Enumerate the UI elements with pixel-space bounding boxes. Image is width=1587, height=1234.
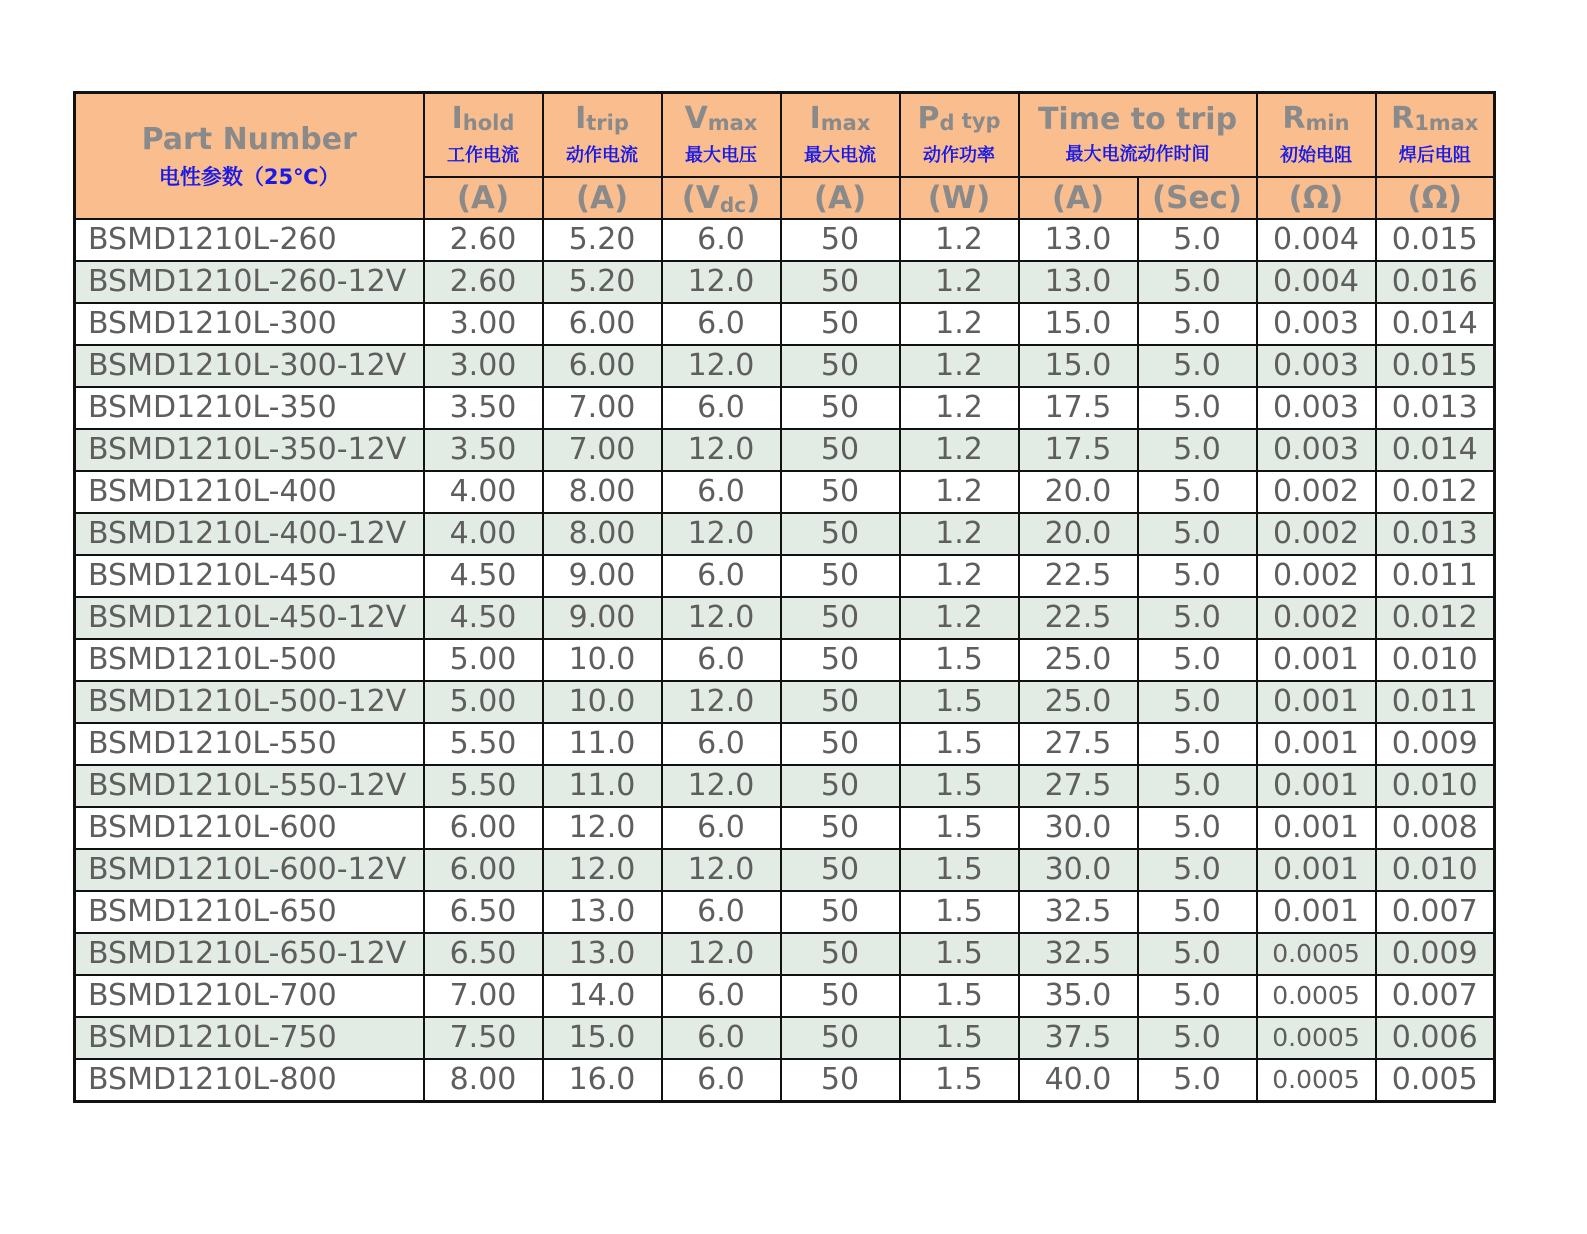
cell-part-number: BSMD1210L-550 bbox=[75, 723, 424, 765]
cell-part-number: BSMD1210L-350-12V bbox=[75, 429, 424, 471]
cell-rmin: 0.001 bbox=[1257, 891, 1376, 933]
cell-trip-time: 5.0 bbox=[1138, 1059, 1257, 1102]
cell-trip-time: 5.0 bbox=[1138, 303, 1257, 345]
cell-trip-time: 5.0 bbox=[1138, 219, 1257, 261]
cell-r1max: 0.015 bbox=[1376, 345, 1495, 387]
cell-ihold: 8.00 bbox=[424, 1059, 543, 1102]
cell-r1max: 0.007 bbox=[1376, 891, 1495, 933]
cell-trip-current: 17.5 bbox=[1019, 429, 1138, 471]
cell-trip-current: 13.0 bbox=[1019, 261, 1138, 303]
cell-vmax: 12.0 bbox=[662, 849, 781, 891]
table-body bbox=[75, 219, 1495, 1102]
cell-part-number: BSMD1210L-400 bbox=[75, 471, 424, 513]
cell-vmax: 6.0 bbox=[662, 891, 781, 933]
cell-trip-current: 20.0 bbox=[1019, 513, 1138, 555]
cell-rmin: 0.004 bbox=[1257, 261, 1376, 303]
cell-trip-current: 32.5 bbox=[1019, 933, 1138, 975]
table-row bbox=[75, 1059, 1495, 1102]
cell-vmax: 12.0 bbox=[662, 429, 781, 471]
cell-imax: 50 bbox=[781, 1059, 900, 1102]
table-row bbox=[75, 975, 1495, 1017]
cell-ihold: 5.50 bbox=[424, 765, 543, 807]
cell-part-number: BSMD1210L-650 bbox=[75, 891, 424, 933]
imax-subscript: max bbox=[820, 110, 871, 135]
vmax-cn-label: 最大电压 bbox=[685, 144, 757, 166]
table-row bbox=[75, 765, 1495, 807]
table-row bbox=[75, 723, 1495, 765]
cell-trip-time: 5.0 bbox=[1138, 891, 1257, 933]
cell-imax: 50 bbox=[781, 345, 900, 387]
pd-symbol: P bbox=[917, 100, 940, 136]
cell-part-number: BSMD1210L-500-12V bbox=[75, 681, 424, 723]
cell-pd: 1.5 bbox=[900, 1017, 1019, 1059]
cell-trip-time: 5.0 bbox=[1138, 387, 1257, 429]
cell-r1max: 0.013 bbox=[1376, 513, 1495, 555]
cell-itrip: 5.20 bbox=[543, 219, 662, 261]
cell-part-number: BSMD1210L-350 bbox=[75, 387, 424, 429]
table-row bbox=[75, 597, 1495, 639]
cell-vmax: 6.0 bbox=[662, 639, 781, 681]
cell-rmin: 0.0005 bbox=[1257, 933, 1376, 975]
cell-pd: 1.2 bbox=[900, 471, 1019, 513]
cell-r1max: 0.014 bbox=[1376, 303, 1495, 345]
cell-part-number: BSMD1210L-300-12V bbox=[75, 345, 424, 387]
cell-trip-current: 30.0 bbox=[1019, 849, 1138, 891]
cell-trip-time: 5.0 bbox=[1138, 681, 1257, 723]
cell-r1max: 0.016 bbox=[1376, 261, 1495, 303]
cell-vmax: 12.0 bbox=[662, 933, 781, 975]
cell-rmin: 0.0005 bbox=[1257, 1059, 1376, 1102]
cell-imax: 50 bbox=[781, 891, 900, 933]
cell-r1max: 0.010 bbox=[1376, 639, 1495, 681]
cell-imax: 50 bbox=[781, 807, 900, 849]
cell-itrip: 10.0 bbox=[543, 681, 662, 723]
cell-r1max: 0.010 bbox=[1376, 765, 1495, 807]
cell-ihold: 6.50 bbox=[424, 891, 543, 933]
vmax-symbol: V bbox=[684, 100, 708, 136]
cell-vmax: 12.0 bbox=[662, 345, 781, 387]
itrip-symbol: I bbox=[575, 100, 587, 136]
cell-part-number: BSMD1210L-260 bbox=[75, 219, 424, 261]
unit-time-current: (A) bbox=[1019, 177, 1138, 219]
table-row bbox=[75, 849, 1495, 891]
cell-imax: 50 bbox=[781, 429, 900, 471]
cell-r1max: 0.014 bbox=[1376, 429, 1495, 471]
cell-r1max: 0.015 bbox=[1376, 219, 1495, 261]
cell-pd: 1.2 bbox=[900, 261, 1019, 303]
cell-imax: 50 bbox=[781, 933, 900, 975]
cell-pd: 1.5 bbox=[900, 723, 1019, 765]
cell-ihold: 6.50 bbox=[424, 933, 543, 975]
cell-itrip: 12.0 bbox=[543, 807, 662, 849]
rmin-symbol: R bbox=[1282, 100, 1306, 136]
unit-time-seconds: (Sec) bbox=[1138, 177, 1257, 219]
cell-r1max: 0.012 bbox=[1376, 597, 1495, 639]
cell-ihold: 4.50 bbox=[424, 597, 543, 639]
ihold-cn-label: 工作电流 bbox=[447, 144, 519, 166]
cell-itrip: 11.0 bbox=[543, 765, 662, 807]
unit-vmax bbox=[662, 177, 781, 219]
itrip-subscript: trip bbox=[586, 110, 629, 135]
unit-imax: (A) bbox=[781, 177, 900, 219]
cell-trip-time: 5.0 bbox=[1138, 555, 1257, 597]
cell-part-number: BSMD1210L-450-12V bbox=[75, 597, 424, 639]
cell-rmin: 0.003 bbox=[1257, 303, 1376, 345]
cell-ihold: 3.00 bbox=[424, 303, 543, 345]
cell-pd: 1.2 bbox=[900, 597, 1019, 639]
cell-trip-time: 5.0 bbox=[1138, 639, 1257, 681]
table-row bbox=[75, 891, 1495, 933]
cell-part-number: BSMD1210L-450 bbox=[75, 555, 424, 597]
cell-imax: 50 bbox=[781, 471, 900, 513]
cell-trip-current: 25.0 bbox=[1019, 681, 1138, 723]
cell-pd: 1.2 bbox=[900, 513, 1019, 555]
cell-vmax: 12.0 bbox=[662, 765, 781, 807]
cell-part-number: BSMD1210L-300 bbox=[75, 303, 424, 345]
cell-trip-current: 37.5 bbox=[1019, 1017, 1138, 1059]
cell-itrip: 11.0 bbox=[543, 723, 662, 765]
cell-pd: 1.5 bbox=[900, 849, 1019, 891]
part-number-subtitle: 电性参数（25℃） bbox=[158, 164, 340, 189]
cell-itrip: 9.00 bbox=[543, 555, 662, 597]
cell-imax: 50 bbox=[781, 387, 900, 429]
cell-rmin: 0.0005 bbox=[1257, 975, 1376, 1017]
cell-trip-current: 17.5 bbox=[1019, 387, 1138, 429]
cell-ihold: 5.50 bbox=[424, 723, 543, 765]
header-imax bbox=[781, 93, 900, 177]
itrip-cn-label: 动作电流 bbox=[566, 144, 638, 166]
cell-trip-time: 5.0 bbox=[1138, 513, 1257, 555]
cell-vmax: 6.0 bbox=[662, 1017, 781, 1059]
cell-part-number: BSMD1210L-600-12V bbox=[75, 849, 424, 891]
cell-ihold: 3.50 bbox=[424, 387, 543, 429]
cell-itrip: 9.00 bbox=[543, 597, 662, 639]
cell-r1max: 0.006 bbox=[1376, 1017, 1495, 1059]
pd-subscript: d bbox=[939, 110, 955, 135]
rmin-subscript: min bbox=[1305, 110, 1350, 135]
header-r1max bbox=[1376, 93, 1495, 177]
cell-rmin: 0.003 bbox=[1257, 387, 1376, 429]
cell-imax: 50 bbox=[781, 1017, 900, 1059]
cell-imax: 50 bbox=[781, 765, 900, 807]
cell-itrip: 13.0 bbox=[543, 933, 662, 975]
cell-rmin: 0.001 bbox=[1257, 807, 1376, 849]
cell-ihold: 5.00 bbox=[424, 681, 543, 723]
unit-vmax-main: (V bbox=[681, 179, 720, 216]
time-to-trip-cn-label: 最大电流动作时间 bbox=[1065, 143, 1210, 165]
cell-vmax: 6.0 bbox=[662, 807, 781, 849]
cell-pd: 1.2 bbox=[900, 429, 1019, 471]
header-vmax bbox=[662, 93, 781, 177]
cell-part-number: BSMD1210L-750 bbox=[75, 1017, 424, 1059]
cell-r1max: 0.009 bbox=[1376, 933, 1495, 975]
cell-r1max: 0.011 bbox=[1376, 681, 1495, 723]
cell-part-number: BSMD1210L-650-12V bbox=[75, 933, 424, 975]
table-row bbox=[75, 219, 1495, 261]
cell-pd: 1.5 bbox=[900, 1059, 1019, 1102]
cell-pd: 1.5 bbox=[900, 975, 1019, 1017]
cell-trip-current: 22.5 bbox=[1019, 597, 1138, 639]
cell-r1max: 0.009 bbox=[1376, 723, 1495, 765]
cell-vmax: 12.0 bbox=[662, 513, 781, 555]
table-row bbox=[75, 261, 1495, 303]
cell-itrip: 6.00 bbox=[543, 303, 662, 345]
table-row bbox=[75, 1017, 1495, 1059]
cell-itrip: 8.00 bbox=[543, 513, 662, 555]
cell-r1max: 0.010 bbox=[1376, 849, 1495, 891]
unit-itrip: (A) bbox=[543, 177, 662, 219]
cell-imax: 50 bbox=[781, 975, 900, 1017]
cell-part-number: BSMD1210L-500 bbox=[75, 639, 424, 681]
cell-trip-time: 5.0 bbox=[1138, 723, 1257, 765]
cell-itrip: 8.00 bbox=[543, 471, 662, 513]
cell-ihold: 3.00 bbox=[424, 345, 543, 387]
cell-rmin: 0.002 bbox=[1257, 471, 1376, 513]
unit-ihold: (A) bbox=[424, 177, 543, 219]
cell-imax: 50 bbox=[781, 723, 900, 765]
cell-trip-current: 25.0 bbox=[1019, 639, 1138, 681]
header-pd bbox=[900, 93, 1019, 177]
part-number-title: Part Number bbox=[141, 121, 357, 157]
cell-itrip: 14.0 bbox=[543, 975, 662, 1017]
unit-vmax-end: ) bbox=[746, 179, 761, 216]
cell-rmin: 0.001 bbox=[1257, 639, 1376, 681]
cell-rmin: 0.0005 bbox=[1257, 1017, 1376, 1059]
cell-vmax: 6.0 bbox=[662, 387, 781, 429]
cell-r1max: 0.013 bbox=[1376, 387, 1495, 429]
cell-trip-time: 5.0 bbox=[1138, 849, 1257, 891]
header-part-number bbox=[75, 93, 424, 219]
cell-vmax: 6.0 bbox=[662, 723, 781, 765]
cell-trip-current: 15.0 bbox=[1019, 303, 1138, 345]
cell-itrip: 10.0 bbox=[543, 639, 662, 681]
pd-typ-label: typ bbox=[954, 108, 1001, 133]
cell-pd: 1.2 bbox=[900, 345, 1019, 387]
cell-pd: 1.2 bbox=[900, 303, 1019, 345]
table-row bbox=[75, 639, 1495, 681]
table-row bbox=[75, 555, 1495, 597]
table-row bbox=[75, 513, 1495, 555]
cell-ihold: 5.00 bbox=[424, 639, 543, 681]
table-header bbox=[75, 93, 1495, 219]
cell-ihold: 2.60 bbox=[424, 261, 543, 303]
imax-cn-label: 最大电流 bbox=[804, 144, 876, 166]
cell-vmax: 12.0 bbox=[662, 261, 781, 303]
spec-table bbox=[73, 91, 1496, 1103]
cell-ihold: 2.60 bbox=[424, 219, 543, 261]
table-row bbox=[75, 345, 1495, 387]
r1max-subscript: 1max bbox=[1414, 110, 1479, 135]
cell-imax: 50 bbox=[781, 597, 900, 639]
header-rmin bbox=[1257, 93, 1376, 177]
cell-vmax: 12.0 bbox=[662, 681, 781, 723]
unit-rmin: (Ω) bbox=[1257, 177, 1376, 219]
cell-imax: 50 bbox=[781, 681, 900, 723]
cell-trip-current: 32.5 bbox=[1019, 891, 1138, 933]
cell-itrip: 13.0 bbox=[543, 891, 662, 933]
table-row bbox=[75, 303, 1495, 345]
cell-pd: 1.5 bbox=[900, 639, 1019, 681]
cell-trip-time: 5.0 bbox=[1138, 765, 1257, 807]
unit-pd: (W) bbox=[900, 177, 1019, 219]
cell-part-number: BSMD1210L-550-12V bbox=[75, 765, 424, 807]
cell-ihold: 4.00 bbox=[424, 471, 543, 513]
rmin-cn-label: 初始电阻 bbox=[1280, 144, 1352, 166]
cell-pd: 1.2 bbox=[900, 219, 1019, 261]
time-to-trip-title: Time to trip bbox=[1037, 101, 1238, 137]
cell-vmax: 6.0 bbox=[662, 975, 781, 1017]
cell-trip-current: 20.0 bbox=[1019, 471, 1138, 513]
cell-pd: 1.5 bbox=[900, 891, 1019, 933]
cell-rmin: 0.001 bbox=[1257, 765, 1376, 807]
cell-imax: 50 bbox=[781, 849, 900, 891]
cell-trip-time: 5.0 bbox=[1138, 261, 1257, 303]
cell-trip-current: 40.0 bbox=[1019, 1059, 1138, 1102]
cell-r1max: 0.007 bbox=[1376, 975, 1495, 1017]
cell-r1max: 0.008 bbox=[1376, 807, 1495, 849]
cell-pd: 1.5 bbox=[900, 933, 1019, 975]
imax-symbol: I bbox=[809, 100, 821, 136]
cell-itrip: 12.0 bbox=[543, 849, 662, 891]
cell-rmin: 0.003 bbox=[1257, 345, 1376, 387]
cell-imax: 50 bbox=[781, 261, 900, 303]
cell-itrip: 6.00 bbox=[543, 345, 662, 387]
cell-rmin: 0.002 bbox=[1257, 597, 1376, 639]
cell-r1max: 0.012 bbox=[1376, 471, 1495, 513]
cell-ihold: 3.50 bbox=[424, 429, 543, 471]
cell-vmax: 6.0 bbox=[662, 1059, 781, 1102]
unit-r1max: (Ω) bbox=[1376, 177, 1495, 219]
cell-pd: 1.5 bbox=[900, 765, 1019, 807]
header-ihold bbox=[424, 93, 543, 177]
cell-rmin: 0.002 bbox=[1257, 555, 1376, 597]
cell-vmax: 6.0 bbox=[662, 555, 781, 597]
cell-rmin: 0.003 bbox=[1257, 429, 1376, 471]
cell-ihold: 6.00 bbox=[424, 849, 543, 891]
cell-rmin: 0.001 bbox=[1257, 849, 1376, 891]
cell-vmax: 6.0 bbox=[662, 471, 781, 513]
cell-rmin: 0.004 bbox=[1257, 219, 1376, 261]
header-itrip bbox=[543, 93, 662, 177]
cell-pd: 1.5 bbox=[900, 807, 1019, 849]
cell-pd: 1.2 bbox=[900, 387, 1019, 429]
table-row bbox=[75, 471, 1495, 513]
cell-trip-time: 5.0 bbox=[1138, 975, 1257, 1017]
cell-ihold: 4.50 bbox=[424, 555, 543, 597]
cell-r1max: 0.005 bbox=[1376, 1059, 1495, 1102]
cell-part-number: BSMD1210L-800 bbox=[75, 1059, 424, 1102]
ihold-symbol: I bbox=[451, 100, 463, 136]
cell-part-number: BSMD1210L-600 bbox=[75, 807, 424, 849]
pd-cn-label: 动作功率 bbox=[923, 144, 995, 166]
cell-rmin: 0.001 bbox=[1257, 723, 1376, 765]
r1max-cn-label: 焊后电阻 bbox=[1398, 144, 1471, 166]
table-row bbox=[75, 681, 1495, 723]
cell-trip-current: 30.0 bbox=[1019, 807, 1138, 849]
cell-trip-time: 5.0 bbox=[1138, 345, 1257, 387]
table-row bbox=[75, 387, 1495, 429]
table-row bbox=[75, 429, 1495, 471]
cell-trip-current: 15.0 bbox=[1019, 345, 1138, 387]
cell-itrip: 15.0 bbox=[543, 1017, 662, 1059]
cell-trip-current: 27.5 bbox=[1019, 723, 1138, 765]
table-row bbox=[75, 933, 1495, 975]
cell-ihold: 6.00 bbox=[424, 807, 543, 849]
unit-vmax-sub: dc bbox=[719, 192, 747, 217]
cell-rmin: 0.002 bbox=[1257, 513, 1376, 555]
cell-trip-time: 5.0 bbox=[1138, 429, 1257, 471]
table-row bbox=[75, 807, 1495, 849]
cell-itrip: 7.00 bbox=[543, 429, 662, 471]
ihold-subscript: hold bbox=[462, 110, 515, 135]
cell-trip-time: 5.0 bbox=[1138, 807, 1257, 849]
cell-pd: 1.5 bbox=[900, 681, 1019, 723]
cell-vmax: 12.0 bbox=[662, 597, 781, 639]
cell-part-number: BSMD1210L-700 bbox=[75, 975, 424, 1017]
cell-rmin: 0.001 bbox=[1257, 681, 1376, 723]
cell-pd: 1.2 bbox=[900, 555, 1019, 597]
cell-ihold: 7.50 bbox=[424, 1017, 543, 1059]
cell-itrip: 7.00 bbox=[543, 387, 662, 429]
cell-ihold: 7.00 bbox=[424, 975, 543, 1017]
cell-imax: 50 bbox=[781, 555, 900, 597]
cell-trip-time: 5.0 bbox=[1138, 1017, 1257, 1059]
cell-part-number: BSMD1210L-260-12V bbox=[75, 261, 424, 303]
vmax-subscript: max bbox=[707, 110, 758, 135]
cell-part-number: BSMD1210L-400-12V bbox=[75, 513, 424, 555]
cell-vmax: 6.0 bbox=[662, 303, 781, 345]
cell-itrip: 5.20 bbox=[543, 261, 662, 303]
cell-vmax: 6.0 bbox=[662, 219, 781, 261]
cell-imax: 50 bbox=[781, 219, 900, 261]
cell-ihold: 4.00 bbox=[424, 513, 543, 555]
cell-trip-current: 27.5 bbox=[1019, 765, 1138, 807]
cell-trip-current: 13.0 bbox=[1019, 219, 1138, 261]
cell-trip-current: 35.0 bbox=[1019, 975, 1138, 1017]
cell-trip-time: 5.0 bbox=[1138, 471, 1257, 513]
cell-imax: 50 bbox=[781, 639, 900, 681]
cell-itrip: 16.0 bbox=[543, 1059, 662, 1102]
r1max-symbol: R bbox=[1391, 100, 1415, 136]
cell-imax: 50 bbox=[781, 513, 900, 555]
cell-trip-time: 5.0 bbox=[1138, 933, 1257, 975]
header-time-to-trip bbox=[1019, 93, 1257, 177]
cell-trip-time: 5.0 bbox=[1138, 597, 1257, 639]
cell-imax: 50 bbox=[781, 303, 900, 345]
cell-r1max: 0.011 bbox=[1376, 555, 1495, 597]
cell-trip-current: 22.5 bbox=[1019, 555, 1138, 597]
